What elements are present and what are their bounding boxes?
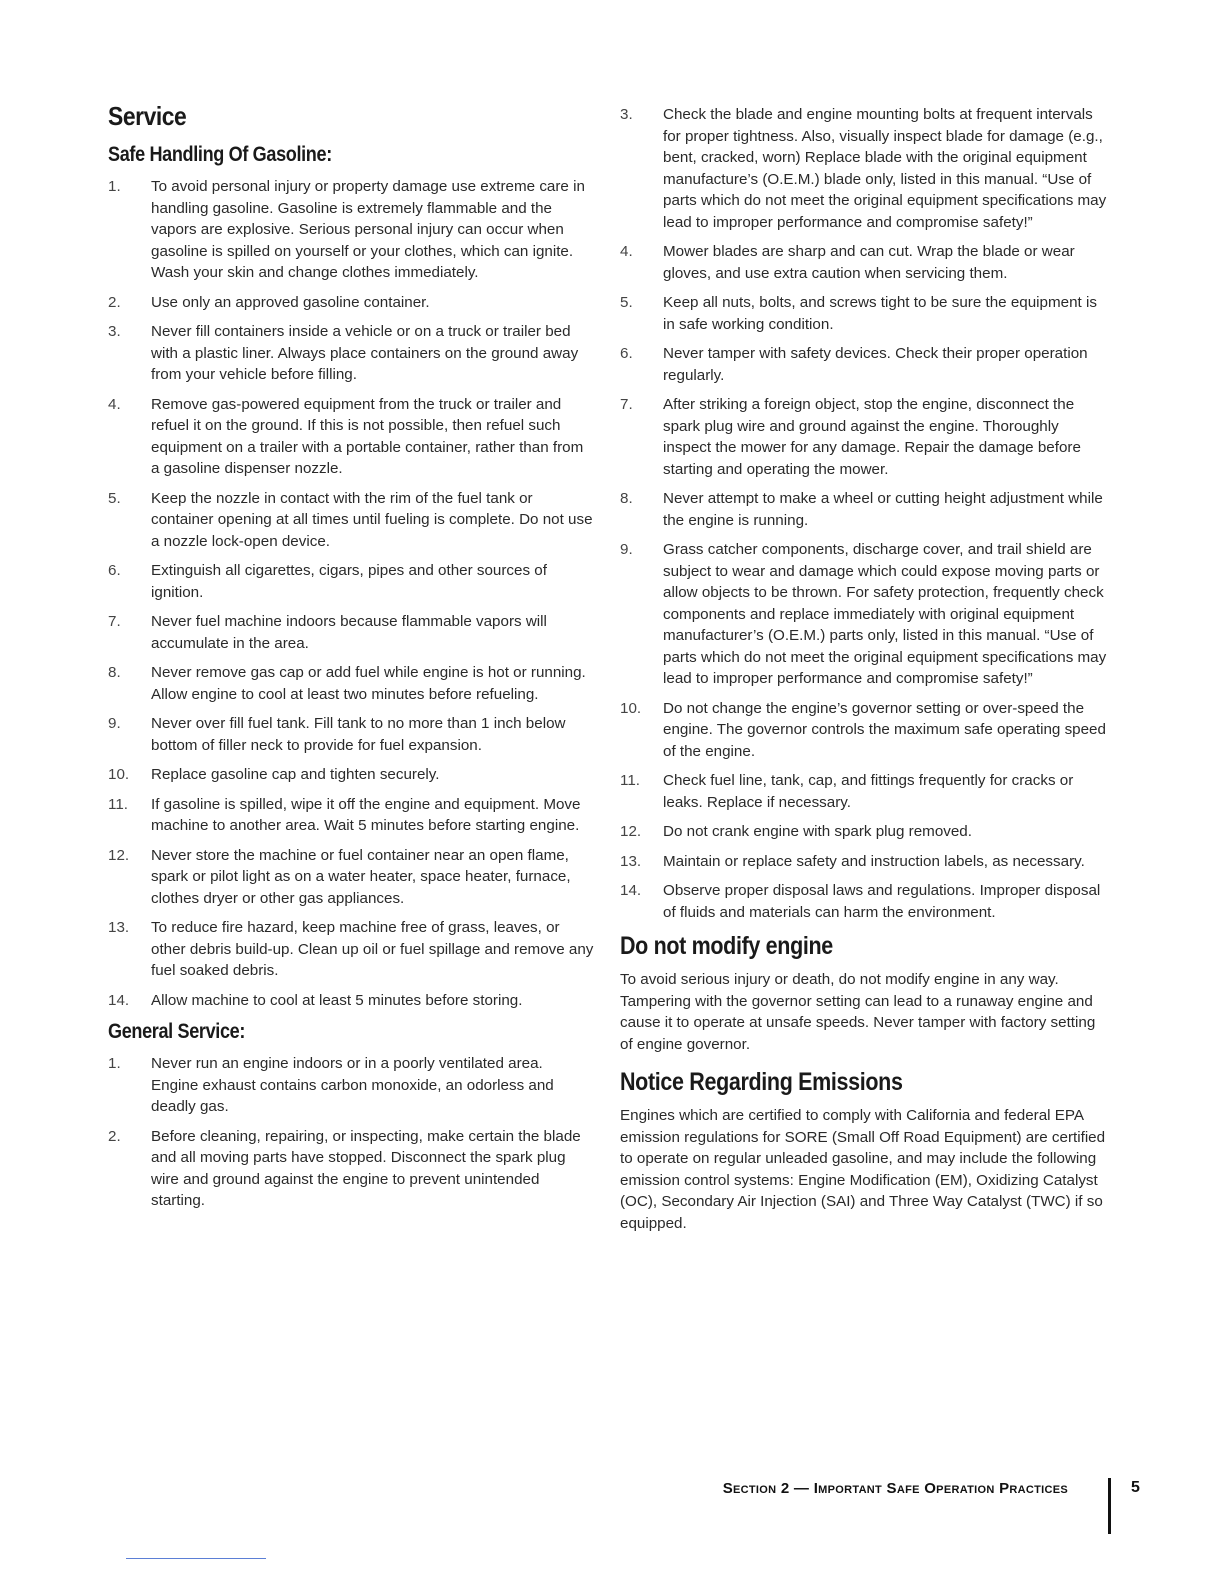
list-item-text: Mower blades are sharp and can cut. Wrap the blade or wear gloves, and use extra caution when servicing them. — [663, 243, 1075, 282]
list-item-text: If gasoline is spilled, wipe it off the engine and equipment. Move machine to another area. Wait 5 minutes before starting engine. — [151, 795, 581, 834]
list-item-text: Allow machine to cool at least 5 minutes before storing. — [151, 991, 523, 1009]
list-item — [108, 662, 594, 705]
list-item — [620, 241, 1108, 284]
list-item-number: 13. — [620, 852, 642, 870]
list-item — [108, 845, 594, 910]
list-item — [620, 104, 1108, 233]
list-item-number: 2. — [108, 1127, 121, 1145]
page-footer — [640, 1478, 1140, 1534]
list-item-number: 2. — [108, 293, 121, 311]
list-item-text: Check the blade and engine mounting bolts at frequent intervals for proper tightness. Also, visually inspect blade for damage (e.g., bent, cracked, worn) Replace blade with the original equipment manufacture’s (O.E.M.) blade only, listed in this manual. “Use of parts which do not meet the original equipment specifications may lead to improper performance and compromise safety!” — [663, 106, 1107, 231]
list-item-number: 12. — [620, 823, 642, 840]
list-item-number: 9. — [620, 541, 633, 558]
modify-engine-text: To avoid serious injury or death, do not modify engine in any way. Tampering with the governor setting can lead to a runaway engine and cause it to operate at unsafe speeds. Never tamper with factory setting of engine governor. — [620, 971, 1096, 1053]
list-item-text: To reduce fire hazard, keep machine free of grass, leaves, or other debris build-up. Clean up oil or fuel spillage and remove any fuel soaked debris. — [151, 919, 594, 979]
list-item-text: Keep all nuts, bolts, and screws tight to be sure the equipment is in safe working condition. — [663, 294, 1097, 333]
list-item-text: Maintain or replace safety and instruction labels, as necessary. — [663, 852, 1085, 870]
general-service-heading: General Service: — [108, 1020, 246, 1043]
list-item-text: Extinguish all cigarettes, cigars, pipes and other sources of ignition. — [151, 562, 547, 601]
list-item-number: 1. — [108, 1055, 121, 1072]
list-item — [108, 488, 594, 553]
bottom-rule — [126, 1558, 266, 1559]
list-item-text: To avoid personal injury or property damage use extreme care in handling gasoline. Gasoline is extremely flammable and the vapors are explosive. Serious personal injury can occur when gasoline is spilled on yourself or your clothes, which can ignite. Wash your skin and change clothes immediately. — [151, 178, 585, 281]
list-item-number: 13. — [108, 919, 130, 936]
list-item-text: Do not change the engine’s governor setting or over-speed the engine. The governor controls the maximum safe operating speed of the engine. — [663, 699, 1106, 760]
list-item-text: Replace gasoline cap and tighten securely. — [151, 766, 440, 783]
list-item-text: Never attempt to make a wheel or cutting height adjustment while the engine is running. — [663, 490, 1103, 529]
list-item — [620, 394, 1108, 480]
list-item-text: Check fuel line, tank, cap, and fittings frequently for cracks or leaks. Replace if necessary. — [663, 772, 1074, 811]
page-number: 5 — [1131, 1479, 1140, 1496]
list-item-text: Never run an engine indoors or in a poorly ventilated area. Engine exhaust contains carbon monoxide, an odorless and deadly gas. — [151, 1055, 554, 1115]
page-title: Service — [108, 101, 187, 131]
list-item — [108, 292, 594, 314]
list-item-number: 7. — [620, 396, 633, 413]
list-item-number: 3. — [108, 323, 121, 340]
list-item-number: 5. — [108, 489, 121, 507]
list-item-text: Never store the machine or fuel container near an open flame, spark or pilot light as on a water heater, space heater, furnace, clothes dryer or other gas appliances. — [151, 846, 571, 907]
list-item — [108, 917, 594, 982]
list-item — [108, 394, 594, 480]
list-item — [108, 990, 594, 1012]
left-column — [108, 100, 594, 1220]
list-item-text: Never tamper with safety devices. Check their proper operation regularly. — [663, 345, 1088, 384]
list-item-text: Use only an approved gasoline container. — [151, 293, 430, 311]
list-item-number: 3. — [620, 106, 633, 123]
list-item — [108, 1053, 594, 1118]
list-item — [108, 1126, 594, 1212]
list-item — [108, 176, 594, 284]
list-item — [620, 292, 1108, 335]
list-item-text: Never fill containers inside a vehicle or on a truck or trailer bed with a plastic liner. Always place containers on the ground away from your vehicle before filling. — [151, 323, 579, 383]
list-item-text: After striking a foreign object, stop the engine, disconnect the spark plug wire and ground against the engine. Thoroughly inspect the mower for any damage. Repair the damage before starting and operating the mower. — [663, 396, 1081, 478]
list-item — [620, 880, 1108, 923]
list-item — [620, 698, 1108, 763]
list-item-number: 4. — [108, 395, 121, 413]
list-item — [620, 488, 1108, 531]
list-item-number: 9. — [108, 715, 121, 732]
list-item — [620, 821, 1108, 843]
list-item-number: 8. — [620, 490, 633, 507]
list-item-text: Never fuel machine indoors because flammable vapors will accumulate in the area. — [151, 613, 547, 652]
list-item-text: Never remove gas cap or add fuel while engine is hot or running. Allow engine to cool at least two minutes before refueling. — [151, 664, 586, 703]
list-item-number: 4. — [620, 243, 633, 260]
list-item-number: 12. — [108, 846, 130, 864]
list-item-number: 10. — [108, 766, 130, 783]
list-item-number: 6. — [620, 345, 633, 362]
list-item-text: Do not crank engine with spark plug removed. — [663, 823, 972, 840]
list-item — [108, 560, 594, 603]
list-item-text: Remove gas-powered equipment from the truck or trailer and refuel it on the ground. If this is not possible, then refuel such equipment on a trailer with a portable container, rather than from a gasoline dispenser nozzle. — [151, 395, 584, 477]
list-item-number: 6. — [108, 562, 121, 579]
list-item-text: Never over fill fuel tank. Fill tank to no more than 1 inch below bottom of filler neck to provide for fuel expansion. — [151, 715, 566, 754]
list-item-number: 5. — [620, 294, 633, 311]
list-item-text: Before cleaning, repairing, or inspecting, make certain the blade and all moving parts have stopped. Disconnect the spark plug wire and ground against the engine to prevent unintended starting. — [151, 1127, 581, 1209]
list-item-number: 1. — [108, 178, 121, 195]
general-service-list-continued — [620, 104, 1108, 923]
list-item — [620, 539, 1108, 690]
list-item-text: Grass catcher components, discharge cover, and trail shield are subject to wear and damage which could expose moving parts or allow objects to be thrown. For safety protection, frequently check components and replace immediately with original equipment manufacturer’s (O.E.M.) parts only, listed in this manual. “Use of parts which do not meet the original equipment specifications may lead to improper performance and compromise safety!” — [663, 541, 1107, 687]
list-item-number: 11. — [620, 772, 640, 789]
safe-handling-heading: Safe Handling Of Gasoline: — [108, 143, 332, 166]
list-item-number: 8. — [108, 664, 121, 681]
list-item — [108, 713, 594, 756]
list-item-number: 14. — [620, 882, 642, 899]
list-item — [620, 851, 1108, 873]
list-item — [108, 794, 594, 837]
emissions-text: Engines which are certified to comply with California and federal EPA emission regulations for SORE (Small Off Road Equipment) are certified to operate on regular unleaded gasoline, and may include the following emission control systems: Engine Modification (EM), Oxidizing Catalyst (OC), Secondary Air Injection (SAI) and Three Way Catalyst (TWC) if so equipped. — [620, 1107, 1106, 1232]
list-item — [620, 343, 1108, 386]
list-item-number: 10. — [620, 699, 642, 717]
list-item — [108, 321, 594, 386]
modify-engine-heading: Do not modify engine — [620, 932, 833, 960]
emissions-heading: Notice Regarding Emissions — [620, 1068, 903, 1096]
section-label: Section 2 — Important Safe Operation Practices — [722, 1480, 1068, 1497]
list-item — [108, 764, 594, 786]
general-service-list — [108, 1053, 594, 1212]
list-item-number: 7. — [108, 613, 121, 630]
list-item-text: Keep the nozzle in contact with the rim of the fuel tank or container opening at all times until fueling is complete. Do not use a nozzle lock-open device. — [151, 489, 593, 550]
list-item-number: 11. — [108, 795, 128, 813]
right-column — [620, 104, 1108, 1242]
list-item — [620, 770, 1108, 813]
footer-divider — [1108, 1478, 1111, 1534]
safe-handling-list — [108, 176, 594, 1011]
list-item-number: 14. — [108, 991, 130, 1009]
list-item — [108, 611, 594, 654]
list-item-text: Observe proper disposal laws and regulations. Improper disposal of fluids and materials can harm the environment. — [663, 882, 1101, 921]
